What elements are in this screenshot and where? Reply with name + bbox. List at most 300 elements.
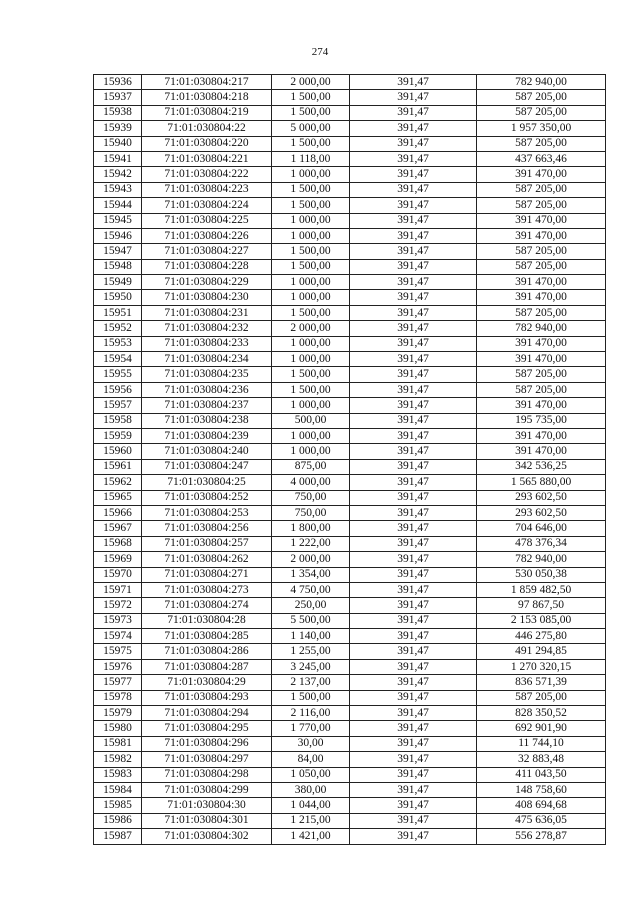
cadastral-value-cell: 782 940,00 (477, 321, 606, 336)
row-number-cell: 15938 (94, 105, 142, 120)
rate-cell: 391,47 (350, 706, 477, 721)
cadastral-value-cell: 391 470,00 (477, 275, 606, 290)
cadastral-number-cell: 71:01:030804:236 (142, 382, 272, 397)
row-number-cell: 15971 (94, 582, 142, 597)
area-cell: 2 000,00 (272, 75, 350, 90)
rate-cell: 391,47 (350, 290, 477, 305)
cadastral-value-cell: 587 205,00 (477, 105, 606, 120)
cadastral-value-cell: 411 043,50 (477, 767, 606, 782)
cadastral-number-cell: 71:01:030804:287 (142, 659, 272, 674)
cadastral-number-cell: 71:01:030804:28 (142, 613, 272, 628)
rate-cell: 391,47 (350, 475, 477, 490)
rate-cell: 391,47 (350, 782, 477, 797)
table-row (94, 706, 606, 721)
cadastral-value-cell: 587 205,00 (477, 182, 606, 197)
cadastral-value-cell: 836 571,39 (477, 675, 606, 690)
area-cell: 4 000,00 (272, 475, 350, 490)
table-row (94, 136, 606, 151)
area-cell: 500,00 (272, 413, 350, 428)
row-number-cell: 15951 (94, 305, 142, 320)
area-cell: 4 750,00 (272, 582, 350, 597)
table-row (94, 75, 606, 90)
cadastral-value-cell: 148 758,60 (477, 782, 606, 797)
row-number-cell: 15969 (94, 552, 142, 567)
row-number-cell: 15936 (94, 75, 142, 90)
area-cell: 1 000,00 (272, 444, 350, 459)
row-number-cell: 15945 (94, 213, 142, 228)
cadastral-number-cell: 71:01:030804:294 (142, 706, 272, 721)
area-cell: 750,00 (272, 505, 350, 520)
table-row (94, 244, 606, 259)
cadastral-number-cell: 71:01:030804:231 (142, 305, 272, 320)
row-number-cell: 15952 (94, 321, 142, 336)
table-row (94, 459, 606, 474)
row-number-cell: 15944 (94, 198, 142, 213)
table-row (94, 259, 606, 274)
row-number-cell: 15939 (94, 121, 142, 136)
area-cell: 30,00 (272, 736, 350, 751)
row-number-cell: 15983 (94, 767, 142, 782)
cadastral-number-cell: 71:01:030804:29 (142, 675, 272, 690)
table-row (94, 151, 606, 166)
rate-cell: 391,47 (350, 352, 477, 367)
cadastral-number-cell: 71:01:030804:218 (142, 90, 272, 105)
cadastral-value-cell: 97 867,50 (477, 598, 606, 613)
area-cell: 1 500,00 (272, 90, 350, 105)
cadastral-number-cell: 71:01:030804:285 (142, 629, 272, 644)
row-number-cell: 15981 (94, 736, 142, 751)
table-row (94, 629, 606, 644)
cadastral-value-cell: 391 470,00 (477, 167, 606, 182)
rate-cell: 391,47 (350, 259, 477, 274)
table-row (94, 505, 606, 520)
cadastral-number-cell: 71:01:030804:273 (142, 582, 272, 597)
rate-cell: 391,47 (350, 598, 477, 613)
cadastral-value-cell: 391 470,00 (477, 352, 606, 367)
cadastral-number-cell: 71:01:030804:293 (142, 690, 272, 705)
table-row (94, 582, 606, 597)
table-row (94, 90, 606, 105)
table-row (94, 659, 606, 674)
area-cell: 1 500,00 (272, 182, 350, 197)
cadastral-value-cell: 1 270 320,15 (477, 659, 606, 674)
rate-cell: 391,47 (350, 228, 477, 243)
table-row (94, 813, 606, 828)
row-number-cell: 15982 (94, 752, 142, 767)
cadastral-value-cell: 11 744,10 (477, 736, 606, 751)
area-cell: 1 255,00 (272, 644, 350, 659)
area-cell: 1 044,00 (272, 798, 350, 813)
cadastral-number-cell: 71:01:030804:230 (142, 290, 272, 305)
cadastral-number-cell: 71:01:030804:238 (142, 413, 272, 428)
cadastral-value-cell: 587 205,00 (477, 305, 606, 320)
area-cell: 1 140,00 (272, 629, 350, 644)
cadastral-number-cell: 71:01:030804:25 (142, 475, 272, 490)
table-row (94, 198, 606, 213)
cadastral-number-cell: 71:01:030804:297 (142, 752, 272, 767)
row-number-cell: 15976 (94, 659, 142, 674)
area-cell: 1 500,00 (272, 690, 350, 705)
cadastral-number-cell: 71:01:030804:225 (142, 213, 272, 228)
row-number-cell: 15984 (94, 782, 142, 797)
cadastral-number-cell: 71:01:030804:274 (142, 598, 272, 613)
table-row (94, 413, 606, 428)
row-number-cell: 15956 (94, 382, 142, 397)
cadastral-number-cell: 71:01:030804:296 (142, 736, 272, 751)
area-cell: 1 000,00 (272, 428, 350, 443)
rate-cell: 391,47 (350, 167, 477, 182)
rate-cell: 391,47 (350, 767, 477, 782)
area-cell: 2 137,00 (272, 675, 350, 690)
rate-cell: 391,47 (350, 613, 477, 628)
cadastral-number-cell: 71:01:030804:301 (142, 813, 272, 828)
rate-cell: 391,47 (350, 798, 477, 813)
cadastral-number-cell: 71:01:030804:22 (142, 121, 272, 136)
rate-cell: 391,47 (350, 244, 477, 259)
cadastral-number-cell: 71:01:030804:256 (142, 521, 272, 536)
table-row (94, 536, 606, 551)
area-cell: 250,00 (272, 598, 350, 613)
cadastral-number-cell: 71:01:030804:257 (142, 536, 272, 551)
row-number-cell: 15949 (94, 275, 142, 290)
rate-cell: 391,47 (350, 721, 477, 736)
row-number-cell: 15959 (94, 428, 142, 443)
rate-cell: 391,47 (350, 675, 477, 690)
cadastral-value-cell: 475 636,05 (477, 813, 606, 828)
cadastral-value-cell: 391 470,00 (477, 290, 606, 305)
area-cell: 1 500,00 (272, 105, 350, 120)
area-cell: 1 000,00 (272, 167, 350, 182)
cadastral-number-cell: 71:01:030804:298 (142, 767, 272, 782)
rate-cell: 391,47 (350, 182, 477, 197)
row-number-cell: 15940 (94, 136, 142, 151)
cadastral-value-cell: 293 602,50 (477, 490, 606, 505)
cadastral-value-cell: 437 663,46 (477, 151, 606, 166)
area-cell: 1 800,00 (272, 521, 350, 536)
row-number-cell: 15942 (94, 167, 142, 182)
table-row (94, 782, 606, 797)
table-row (94, 721, 606, 736)
cadastral-value-cell: 478 376,34 (477, 536, 606, 551)
rate-cell: 391,47 (350, 121, 477, 136)
row-number-cell: 15975 (94, 644, 142, 659)
cadastral-number-cell: 71:01:030804:262 (142, 552, 272, 567)
row-number-cell: 15967 (94, 521, 142, 536)
rate-cell: 391,47 (350, 490, 477, 505)
rate-cell: 391,47 (350, 659, 477, 674)
table-row (94, 521, 606, 536)
row-number-cell: 15973 (94, 613, 142, 628)
table-row (94, 598, 606, 613)
row-number-cell: 15978 (94, 690, 142, 705)
rate-cell: 391,47 (350, 105, 477, 120)
rate-cell: 391,47 (350, 582, 477, 597)
table-row (94, 275, 606, 290)
table-row (94, 767, 606, 782)
area-cell: 1 000,00 (272, 275, 350, 290)
table-row (94, 352, 606, 367)
rate-cell: 391,47 (350, 552, 477, 567)
rate-cell: 391,47 (350, 459, 477, 474)
rate-cell: 391,47 (350, 521, 477, 536)
table-row (94, 690, 606, 705)
cadastral-value-cell: 391 470,00 (477, 428, 606, 443)
area-cell: 3 245,00 (272, 659, 350, 674)
cadastral-value-cell: 1 859 482,50 (477, 582, 606, 597)
area-cell: 1 000,00 (272, 352, 350, 367)
cadastral-number-cell: 71:01:030804:229 (142, 275, 272, 290)
rate-cell: 391,47 (350, 752, 477, 767)
cadastral-number-cell: 71:01:030804:226 (142, 228, 272, 243)
cadastral-number-cell: 71:01:030804:234 (142, 352, 272, 367)
area-cell: 1 215,00 (272, 813, 350, 828)
cadastral-value-cell: 587 205,00 (477, 90, 606, 105)
row-number-cell: 15986 (94, 813, 142, 828)
row-number-cell: 15961 (94, 459, 142, 474)
cadastral-number-cell: 71:01:030804:271 (142, 567, 272, 582)
area-cell: 1 118,00 (272, 151, 350, 166)
cadastral-number-cell: 71:01:030804:239 (142, 428, 272, 443)
table-row (94, 567, 606, 582)
rate-cell: 391,47 (350, 644, 477, 659)
cadastral-number-cell: 71:01:030804:220 (142, 136, 272, 151)
area-cell: 5 000,00 (272, 121, 350, 136)
area-cell: 1 500,00 (272, 382, 350, 397)
cadastral-number-cell: 71:01:030804:299 (142, 782, 272, 797)
cadastral-number-cell: 71:01:030804:221 (142, 151, 272, 166)
cadastral-value-cell: 293 602,50 (477, 505, 606, 520)
area-cell: 1 222,00 (272, 536, 350, 551)
row-number-cell: 15968 (94, 536, 142, 551)
cadastral-value-cell: 530 050,38 (477, 567, 606, 582)
area-cell: 1 050,00 (272, 767, 350, 782)
area-cell: 1 500,00 (272, 244, 350, 259)
table-row (94, 428, 606, 443)
table-row (94, 644, 606, 659)
row-number-cell: 15950 (94, 290, 142, 305)
rate-cell: 391,47 (350, 305, 477, 320)
cadastral-value-cell: 587 205,00 (477, 259, 606, 274)
row-number-cell: 15977 (94, 675, 142, 690)
cadastral-value-cell: 491 294,85 (477, 644, 606, 659)
rate-cell: 391,47 (350, 505, 477, 520)
cadastral-number-cell: 71:01:030804:224 (142, 198, 272, 213)
rate-cell: 391,47 (350, 829, 477, 844)
rate-cell: 391,47 (350, 367, 477, 382)
page-number: 274 (311, 46, 329, 58)
row-number-cell: 15974 (94, 629, 142, 644)
cadastral-value-cell: 446 275,80 (477, 629, 606, 644)
table-row (94, 736, 606, 751)
cadastral-number-cell: 71:01:030804:233 (142, 336, 272, 351)
table-row (94, 321, 606, 336)
cadastral-value-cell: 704 646,00 (477, 521, 606, 536)
area-cell: 1 770,00 (272, 721, 350, 736)
area-cell: 1 000,00 (272, 290, 350, 305)
cadastral-number-cell: 71:01:030804:252 (142, 490, 272, 505)
cadastral-number-cell: 71:01:030804:228 (142, 259, 272, 274)
area-cell: 1 500,00 (272, 136, 350, 151)
rate-cell: 391,47 (350, 398, 477, 413)
cadastral-number-cell: 71:01:030804:217 (142, 75, 272, 90)
area-cell: 2 116,00 (272, 706, 350, 721)
cadastral-number-cell: 71:01:030804:235 (142, 367, 272, 382)
cadastral-value-cell: 391 470,00 (477, 228, 606, 243)
rate-cell: 391,47 (350, 567, 477, 582)
cadastral-value-cell: 1 565 880,00 (477, 475, 606, 490)
area-cell: 1 500,00 (272, 259, 350, 274)
area-cell: 2 000,00 (272, 321, 350, 336)
cadastral-value-cell: 195 735,00 (477, 413, 606, 428)
row-number-cell: 15954 (94, 352, 142, 367)
table-row (94, 367, 606, 382)
row-number-cell: 15970 (94, 567, 142, 582)
area-cell: 1 354,00 (272, 567, 350, 582)
row-number-cell: 15958 (94, 413, 142, 428)
cadastral-number-cell: 71:01:030804:222 (142, 167, 272, 182)
row-number-cell: 15941 (94, 151, 142, 166)
row-number-cell: 15985 (94, 798, 142, 813)
cadastral-number-cell: 71:01:030804:240 (142, 444, 272, 459)
table-row (94, 213, 606, 228)
cadastral-number-cell: 71:01:030804:227 (142, 244, 272, 259)
rate-cell: 391,47 (350, 413, 477, 428)
row-number-cell: 15953 (94, 336, 142, 351)
cadastral-number-cell: 71:01:030804:247 (142, 459, 272, 474)
rate-cell: 391,47 (350, 136, 477, 151)
cadastral-value-cell: 587 205,00 (477, 367, 606, 382)
row-number-cell: 15948 (94, 259, 142, 274)
table-row (94, 167, 606, 182)
rate-cell: 391,47 (350, 629, 477, 644)
table-row (94, 121, 606, 136)
rate-cell: 391,47 (350, 736, 477, 751)
table-row (94, 475, 606, 490)
rate-cell: 391,47 (350, 275, 477, 290)
cadastral-value-cell: 587 205,00 (477, 690, 606, 705)
area-cell: 5 500,00 (272, 613, 350, 628)
row-number-cell: 15937 (94, 90, 142, 105)
row-number-cell: 15972 (94, 598, 142, 613)
area-cell: 1 000,00 (272, 336, 350, 351)
table-row (94, 613, 606, 628)
cadastral-value-cell: 587 205,00 (477, 244, 606, 259)
area-cell: 1 500,00 (272, 305, 350, 320)
table-row (94, 290, 606, 305)
cadastral-value-cell: 391 470,00 (477, 398, 606, 413)
cadastral-number-cell: 71:01:030804:286 (142, 644, 272, 659)
rate-cell: 391,47 (350, 198, 477, 213)
table-row (94, 305, 606, 320)
rate-cell: 391,47 (350, 213, 477, 228)
cadastral-value-cell: 342 536,25 (477, 459, 606, 474)
cadastral-number-cell: 71:01:030804:253 (142, 505, 272, 520)
area-cell: 2 000,00 (272, 552, 350, 567)
cadastral-value-cell: 391 470,00 (477, 336, 606, 351)
table-row (94, 336, 606, 351)
cadastral-value-cell: 692 901,90 (477, 721, 606, 736)
rate-cell: 391,47 (350, 151, 477, 166)
cadastral-value-cell: 556 278,87 (477, 829, 606, 844)
table-row (94, 752, 606, 767)
row-number-cell: 15947 (94, 244, 142, 259)
cadastral-number-cell: 71:01:030804:295 (142, 721, 272, 736)
row-number-cell: 15946 (94, 228, 142, 243)
cadastral-number-cell: 71:01:030804:232 (142, 321, 272, 336)
rate-cell: 391,47 (350, 321, 477, 336)
rate-cell: 391,47 (350, 536, 477, 551)
rate-cell: 391,47 (350, 428, 477, 443)
rate-cell: 391,47 (350, 690, 477, 705)
area-cell: 1 000,00 (272, 398, 350, 413)
rate-cell: 391,47 (350, 444, 477, 459)
cadastral-number-cell: 71:01:030804:223 (142, 182, 272, 197)
cadastral-value-cell: 2 153 085,00 (477, 613, 606, 628)
rate-cell: 391,47 (350, 75, 477, 90)
cadastral-number-cell: 71:01:030804:302 (142, 829, 272, 844)
cadastral-value-cell: 408 694,68 (477, 798, 606, 813)
cadastral-value-cell: 782 940,00 (477, 75, 606, 90)
cadastral-value-cell: 782 940,00 (477, 552, 606, 567)
row-number-cell: 15966 (94, 505, 142, 520)
area-cell: 875,00 (272, 459, 350, 474)
table-row (94, 382, 606, 397)
cadastral-value-cell: 391 470,00 (477, 444, 606, 459)
row-number-cell: 15965 (94, 490, 142, 505)
cadastral-value-cell: 587 205,00 (477, 382, 606, 397)
cadastral-number-cell: 71:01:030804:237 (142, 398, 272, 413)
table-row (94, 105, 606, 120)
area-cell: 750,00 (272, 490, 350, 505)
row-number-cell: 15962 (94, 475, 142, 490)
rate-cell: 391,47 (350, 90, 477, 105)
row-number-cell: 15980 (94, 721, 142, 736)
table-body (94, 75, 606, 845)
cadastral-value-cell: 587 205,00 (477, 198, 606, 213)
table-row (94, 444, 606, 459)
rate-cell: 391,47 (350, 382, 477, 397)
row-number-cell: 15955 (94, 367, 142, 382)
cadastral-value-cell: 391 470,00 (477, 213, 606, 228)
cadastral-value-table (93, 74, 606, 845)
cadastral-number-cell: 71:01:030804:30 (142, 798, 272, 813)
table-row (94, 182, 606, 197)
row-number-cell: 15979 (94, 706, 142, 721)
area-cell: 380,00 (272, 782, 350, 797)
area-cell: 1 000,00 (272, 213, 350, 228)
cadastral-value-cell: 1 957 350,00 (477, 121, 606, 136)
row-number-cell: 15957 (94, 398, 142, 413)
table-row (94, 675, 606, 690)
area-cell: 1 500,00 (272, 198, 350, 213)
row-number-cell: 15960 (94, 444, 142, 459)
rate-cell: 391,47 (350, 336, 477, 351)
rate-cell: 391,47 (350, 813, 477, 828)
table-row (94, 798, 606, 813)
table-row (94, 228, 606, 243)
area-cell: 1 421,00 (272, 829, 350, 844)
cadastral-number-cell: 71:01:030804:219 (142, 105, 272, 120)
table-row (94, 398, 606, 413)
cadastral-value-cell: 587 205,00 (477, 136, 606, 151)
table-row (94, 829, 606, 844)
cadastral-value-cell: 32 883,48 (477, 752, 606, 767)
row-number-cell: 15943 (94, 182, 142, 197)
row-number-cell: 15987 (94, 829, 142, 844)
area-cell: 1 500,00 (272, 367, 350, 382)
area-cell: 84,00 (272, 752, 350, 767)
cadastral-value-cell: 828 350,52 (477, 706, 606, 721)
